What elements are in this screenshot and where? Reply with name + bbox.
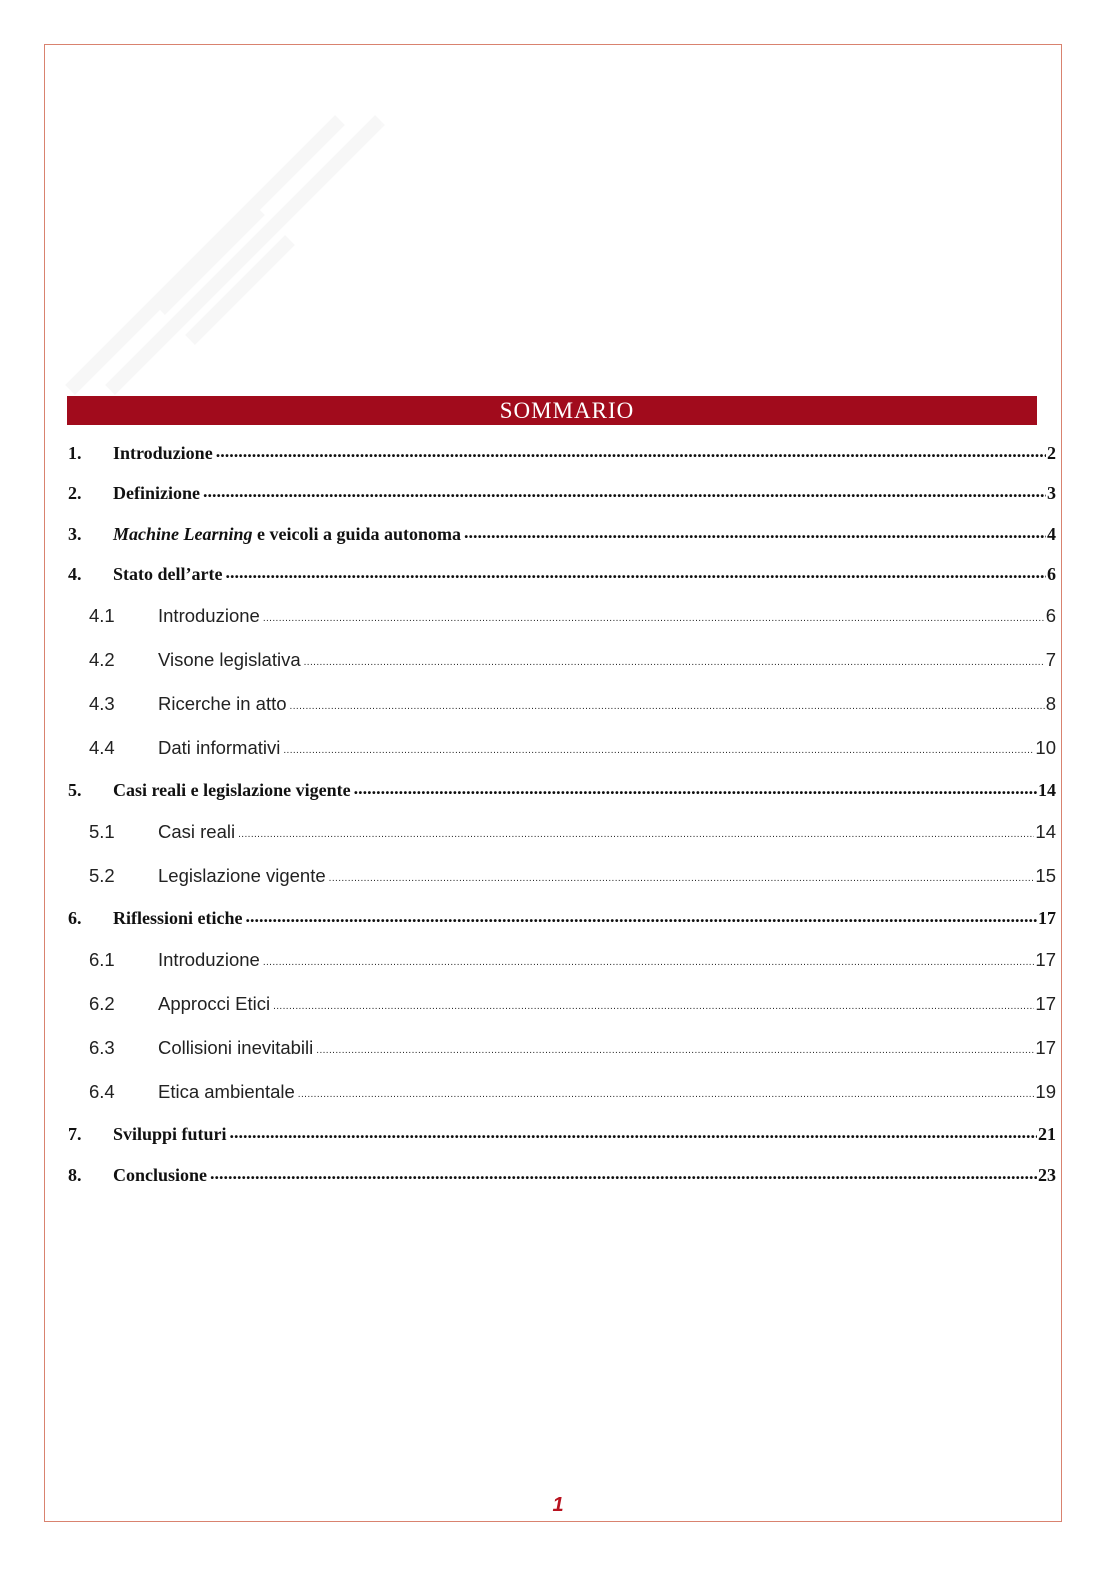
toc-entry-number: 5. bbox=[68, 780, 82, 800]
toc-entry[interactable] bbox=[68, 562, 1056, 585]
toc-entry-page: 10 bbox=[1035, 736, 1056, 758]
toc-dot-leader bbox=[316, 1035, 1034, 1054]
toc-entry-number: 7. bbox=[68, 1124, 82, 1144]
toc-entry-number: 4.2 bbox=[89, 648, 115, 670]
toc-entry-label: Approcci Etici bbox=[158, 992, 271, 1014]
toc-entry-number: 2. bbox=[68, 483, 82, 503]
toc-entry-number: 6.4 bbox=[89, 1080, 115, 1102]
toc-entry-number: 4.1 bbox=[89, 604, 115, 626]
toc-entry-page: 6 bbox=[1047, 564, 1056, 584]
toc-entry[interactable] bbox=[89, 735, 1056, 759]
toc-entry-page: 14 bbox=[1035, 820, 1056, 842]
toc-entry-label: Definizione bbox=[113, 483, 200, 503]
toc-entry-number: 6.1 bbox=[89, 948, 115, 970]
toc-entry-number: 1. bbox=[68, 443, 82, 463]
toc-entry-label: Stato dell’arte bbox=[113, 564, 223, 584]
toc-entry-page: 17 bbox=[1035, 948, 1056, 970]
toc-entry-number: 6. bbox=[68, 908, 82, 928]
toc-dot-leader bbox=[290, 691, 1045, 710]
toc-entry[interactable] bbox=[68, 906, 1056, 929]
toc-entry[interactable] bbox=[89, 1035, 1056, 1059]
toc-entry-page: 2 bbox=[1047, 443, 1056, 463]
toc-entry-number: 4. bbox=[68, 564, 82, 584]
toc-entry-number: 3. bbox=[68, 524, 82, 544]
toc-dot-leader bbox=[245, 906, 1037, 924]
toc-dot-leader bbox=[238, 819, 1034, 838]
toc-entry-page: 21 bbox=[1038, 1124, 1056, 1144]
toc-entry-label: Introduzione bbox=[158, 604, 260, 626]
toc-dot-leader bbox=[216, 441, 1046, 459]
toc-entry[interactable] bbox=[68, 522, 1056, 545]
toc-dot-leader bbox=[273, 991, 1034, 1010]
toc-entry-label: Dati informativi bbox=[158, 736, 281, 758]
toc-entry-label-italic: Machine Learning bbox=[113, 524, 253, 544]
toc-title: SOMMARIO bbox=[499, 397, 635, 423]
toc-entry-number: 6.2 bbox=[89, 992, 115, 1014]
toc-dot-leader bbox=[210, 1163, 1037, 1181]
toc-entry[interactable] bbox=[89, 603, 1056, 627]
toc-entry-label: Riflessioni etiche bbox=[113, 908, 243, 928]
toc-entry-label bbox=[113, 524, 464, 545]
toc-entry-page: 23 bbox=[1038, 1165, 1056, 1185]
toc-dot-leader bbox=[354, 778, 1037, 796]
toc-entry-page: 7 bbox=[1045, 648, 1056, 670]
toc-entry-label: Sviluppi futuri bbox=[113, 1124, 227, 1144]
toc-dot-leader bbox=[230, 1122, 1037, 1140]
toc-entry[interactable] bbox=[89, 947, 1056, 971]
toc-entry-label: Conclusione bbox=[113, 1165, 208, 1185]
toc-dot-leader bbox=[203, 481, 1046, 499]
toc-entry-label-text: e veicoli a guida autonoma bbox=[252, 524, 462, 544]
toc-entry-page: 14 bbox=[1038, 780, 1056, 800]
toc-entry-page: 15 bbox=[1035, 864, 1056, 886]
toc-dot-leader bbox=[464, 522, 1046, 540]
toc-dot-leader bbox=[225, 562, 1046, 580]
toc-entry-page: 17 bbox=[1035, 1036, 1056, 1058]
toc-entry[interactable] bbox=[89, 991, 1056, 1015]
toc-entry[interactable] bbox=[89, 691, 1056, 715]
toc-entry-number: 6.3 bbox=[89, 1036, 115, 1058]
toc-entry-page: 19 bbox=[1035, 1080, 1056, 1102]
toc-entry[interactable] bbox=[89, 1079, 1056, 1103]
toc-entry-label: Casi reali bbox=[158, 820, 236, 842]
toc-entry-page: 8 bbox=[1045, 692, 1056, 714]
toc-entry-label: Etica ambientale bbox=[158, 1080, 295, 1102]
toc-entry[interactable] bbox=[68, 481, 1056, 504]
toc-dot-leader bbox=[329, 863, 1035, 882]
toc-entry-label: Casi reali e legislazione vigente bbox=[113, 780, 351, 800]
toc-entry-label: Legislazione vigente bbox=[158, 864, 326, 886]
toc-entry-label: Collisioni inevitabili bbox=[158, 1036, 314, 1058]
toc-entry[interactable] bbox=[68, 1122, 1056, 1145]
toc-entry[interactable] bbox=[89, 819, 1056, 843]
toc-entry-label: Visone legislativa bbox=[158, 648, 301, 670]
toc-entry[interactable] bbox=[89, 647, 1056, 671]
toc-entry-number: 4.3 bbox=[89, 692, 115, 714]
toc-dot-leader bbox=[298, 1079, 1035, 1098]
page-number: 1 bbox=[552, 1494, 564, 1516]
toc-entry-page: 6 bbox=[1045, 604, 1056, 626]
toc-entry[interactable] bbox=[68, 441, 1056, 464]
toc-entry-number: 8. bbox=[68, 1165, 82, 1185]
toc-dot-leader bbox=[263, 603, 1045, 622]
toc-entry[interactable] bbox=[89, 863, 1056, 887]
toc-dot-leader bbox=[263, 947, 1035, 966]
toc-dot-leader bbox=[304, 647, 1045, 666]
toc-dot-leader bbox=[283, 735, 1034, 754]
toc-title-bar bbox=[67, 396, 1037, 425]
toc-entry-label: Introduzione bbox=[113, 443, 213, 463]
toc-entry[interactable] bbox=[68, 1163, 1056, 1186]
toc-entry-page: 17 bbox=[1035, 992, 1056, 1014]
toc-entry-number: 5.1 bbox=[89, 820, 115, 842]
toc-entry-label: Introduzione bbox=[158, 948, 260, 970]
toc-entry[interactable] bbox=[68, 778, 1056, 801]
toc-entry-label: Ricerche in atto bbox=[158, 692, 287, 714]
toc-entry-number: 4.4 bbox=[89, 736, 115, 758]
toc-entry-number: 5.2 bbox=[89, 864, 115, 886]
toc-entry-page: 17 bbox=[1038, 908, 1056, 928]
toc-entry-page: 3 bbox=[1047, 483, 1056, 503]
toc-entry-page: 4 bbox=[1047, 524, 1056, 544]
